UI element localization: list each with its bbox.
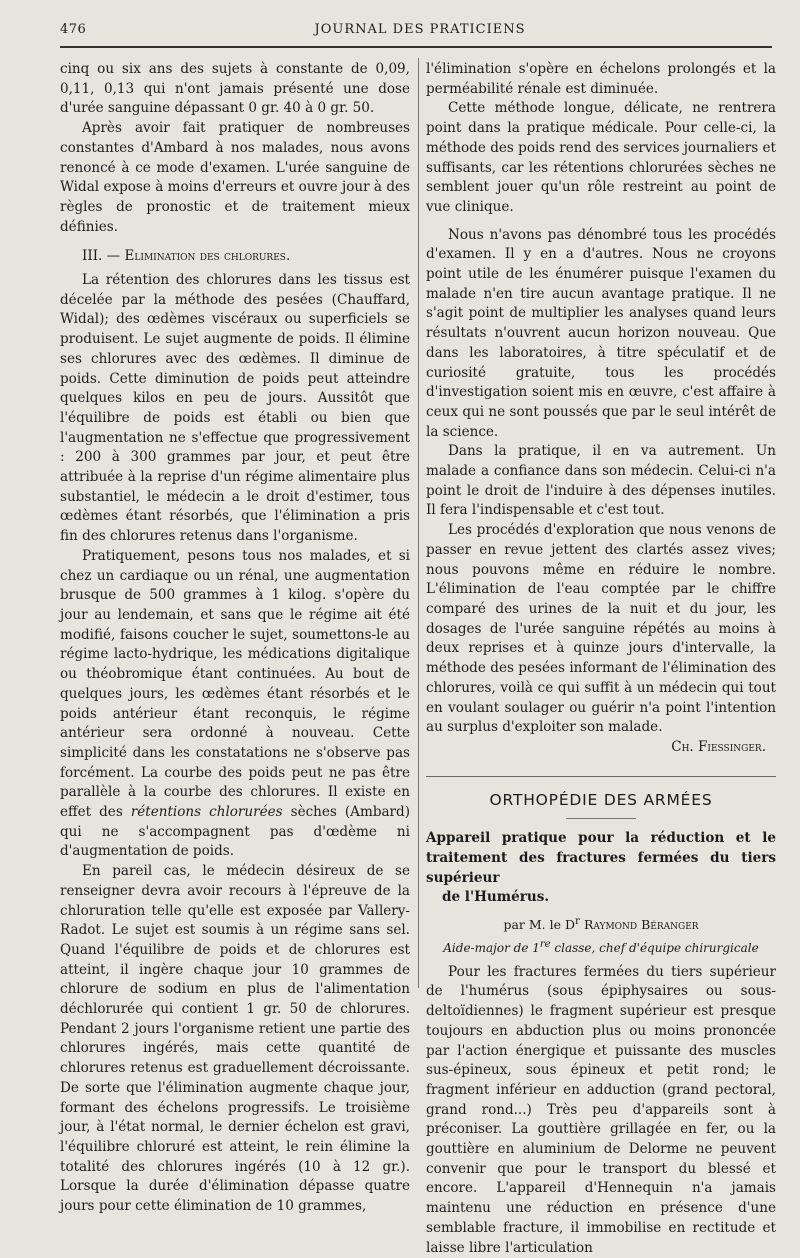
paragraph: Dans la pratique, il en va autrement. Un malade a confiance dans son médecin. Celui-ci n'a point le droit de l'induire à des dépenses inutiles. Il fera l'indispensable et c'est tout.: [426, 443, 776, 519]
left-column: [60, 60, 410, 1217]
paragraph: Nous n'avons pas dénombré tous les procédés d'examen. Il y en a d'autres. Nous ne croyons point utile de les énumérer puisque l'examen du malade n'en tire aucun avantage pratique. Il ne s'agit point de multiplier les analyses quand leurs résultats n'ouvrent aucun horizon nouveau. Que dans les laboratoires, à titre spéculatif et de curiosité gratuite, tous les procédés d'investigation soient mis en œuvre, c'est affaire à ceux qui ne sont poussés que par le seul intérêt de la science.: [426, 226, 776, 440]
article-title-line: de l'Humérus.: [442, 889, 550, 906]
rank-text: classe, chef d'équipe chirurgicale: [550, 940, 759, 955]
italic-term: rétentions chlorurées: [130, 804, 283, 821]
article-byline: [426, 912, 776, 935]
page-header: [60, 22, 780, 44]
paragraph: l'élimination s'opère en échelons prolongés et la perméabilité rénale est diminuée.: [426, 61, 776, 97]
rank-text: Aide-major de 1: [443, 940, 540, 955]
subheading-text: Elimination des chlorures.: [124, 248, 291, 265]
paragraph-text: sèches (Ambard) qui ne s'accompagnent pas d'œdème ni d'augmentation de poids.: [60, 804, 410, 860]
page-number: 476: [60, 22, 87, 37]
subheading-number: III. —: [82, 248, 125, 265]
byline-prefix: par M. le D: [503, 917, 575, 933]
paragraph: Pour les fractures fermées du tiers supérieur de l'humérus (sous épiphysaires ou sous-deltoïdiennes) le fragment supérieur est presque toujours en abduction plus ou moins prononcée par l'action énergique et puissante des muscles sus-épineux, sous épineux et petit rond; le fragment inférieur en adduction (grand pectoral, grand rond...) Très peu d'appareils sont à préconiser. La gouttière grillagée en fer, ou la gouttière en aluminium de Delorme ne peuvent convenir que pour le transport du blessé et encore. L'appareil d'Hennequin n'a jamais maintenu une réduction en présence d'une semblable fracture, il immobilise en rectitude et laisse libre l'articulation: [426, 963, 776, 1256]
author-rank: [426, 935, 776, 959]
right-column: [426, 60, 776, 1258]
paragraph: Après avoir fait pratiquer de nombreuses constantes d'Ambard à nos malades, nous avons renoncé à ce mode d'examen. L'urée sanguine de Widal expose à moins d'erreurs et ouvre jour à des règles de pronostic et de traitement mieux définies.: [60, 120, 410, 235]
author-name: Raymond Béranger: [579, 917, 699, 933]
header-rule: [60, 46, 772, 48]
journal-title: JOURNAL DES PRATICIENS: [314, 22, 526, 37]
paragraph: [60, 547, 410, 862]
section-title-underline: [566, 818, 636, 819]
paragraph-text: Pratiquement, pesons tous nos malades, et si chez un cardiaque ou un rénal, une augmentation brusque de 500 grammes à 1 kilog. s'opère du jour au lendemain, et sans que le régime ait été modifié, faisons coucher le sujet, soumettons-le au régime lacto-hydrique, les médications digitalique ou théobromique étant continuées. Au bout de quelques jours, les œdèmes étant résorbés et le poids antérieur étant reconquis, le régime antérieur sera ordonné à nouveau. Cette simplicité dans les constatations ne s'observe pas forcément. La courbe des poids peut ne pas être parallèle à la courbe des chlorures. Il existe en effet des: [60, 547, 410, 821]
paragraph: En pareil cas, le médecin désireux de se renseigner devra avoir recours à l'épreuve de la chloruration telle qu'elle est exposée par Vallery-Radot. Le sujet est soumis à un régime sans sel. Quand l'équilibre de poids et de chlorures est atteint, il ingère chaque jour 10 grammes de chlorure de sodium en plus de l'alimentation déchlorurée qui contient 1 gr. 50 de chlorures. Pendant 2 jours l'organisme retient une partie des chlorures ingérés, mais cette quantité de chlorures retenus est graduellement décroissante. De sorte que l'élimination augmente chaque jour, formant des échelons progressifs. Le troisième jour, à l'état normal, le dernier échelon est gravi, l'équilibre chloruré est atteint, le rein élimine la totalité des chlorures ingérés (10 à 12 gr.). Lorsque la durée d'élimination dépasse quatre jours pour cette élimination de 10 grammes,: [60, 863, 410, 1215]
author-signature: Ch. Fiessinger.: [671, 738, 766, 755]
section-subheading: [60, 247, 410, 267]
paragraph: La rétention des chlorures dans les tissus est décelée par la méthode des pesées (Chauffard, Widal); des œdèmes viscéraux ou superficiels se produisent. Le sujet augmente de poids. Il élimine ses chlorures avec des œdèmes. Il diminue de poids. Cette diminution de poids peut atteindre quelques kilos en peu de jours. Aussitôt que l'équilibre de poids est établi ou bien que l'augmentation ne s'effectue que progressivement : 200 à 300 grammes par jour, et peut être attribuée à la reprise d'un régime alimentaire plus substantiel, le médecin a le droit d'estimer, tous œdèmes étant résorbés, que l'élimination a pris fin des chlorures retenus dans l'organisme.: [60, 272, 410, 545]
section-rule: [426, 776, 776, 777]
article-title-line: Appareil pratique pour la réduction et le traitement des fractures fermées du tiers supérieur: [426, 830, 776, 886]
byline-superscript: r: [575, 915, 580, 928]
rank-superscript: re: [539, 938, 551, 950]
paragraph: cinq ou six ans des sujets à constante de 0,09, 0,11, 0,13 qui n'ont jamais présenté une dose d'urée sanguine dépassant 0 gr. 40 à 0 gr. 50.: [60, 61, 410, 117]
section-title: ORTHOPÉDIE DES ARMÉES: [489, 790, 713, 809]
column-divider: [418, 58, 419, 988]
paragraph: Les procédés d'exploration que nous venons de passer en revue jettent des clartés assez vives; nous pouvons même en réduire le nombre. L'élimination de l'eau comptée par le chiffre comparé des urines de la nuit et du jour, les dosages de l'urée sanguine répétés au moins à deux reprises et à quinze jours d'intervalle, la méthode des pesées informant de l'élimination des chlorures, voilà ce qui suffit à un médecin qui tout en voulant soulager ou guérir n'a point l'intention au surplus d'exploiter son malade.: [426, 522, 776, 736]
article-title: [426, 829, 776, 908]
paragraph: Cette méthode longue, délicate, ne rentrera point dans la pratique médicale. Pour celle-ci, la méthode des poids rend des services journaliers et suffisants, car les rétentions chlorurées sèches ne semblent jouer qu'un rôle restreint au point de vue clinique.: [426, 100, 776, 215]
